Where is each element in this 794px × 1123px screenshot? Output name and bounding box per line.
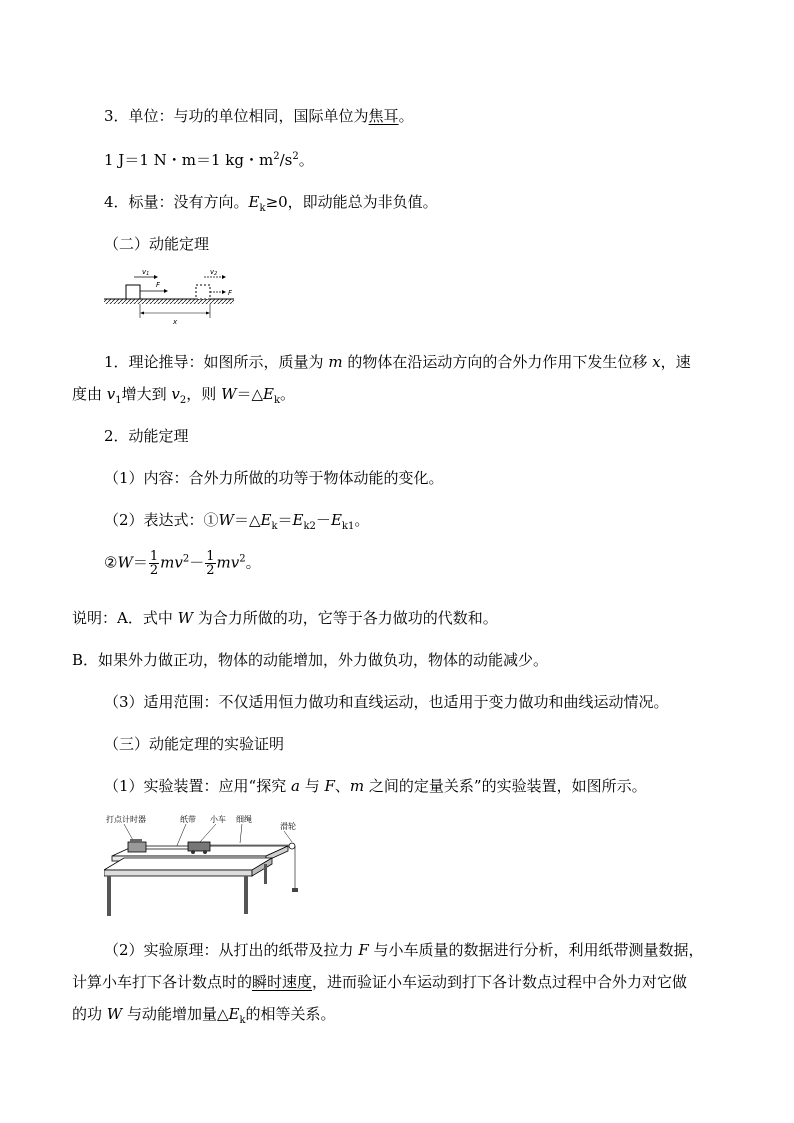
pulley-wheel [289, 843, 295, 849]
scalar-text: 4．标量：没有方向。 [104, 193, 249, 211]
var-x: x [652, 353, 661, 371]
principle-line-3 [72, 1004, 336, 1024]
F-label-start: F [156, 281, 161, 289]
text: ＝ [277, 511, 293, 529]
table-top [104, 858, 272, 870]
sub: k [271, 521, 278, 532]
text: 为合力所做的功，它等于各力做功的代数和。 [193, 609, 498, 627]
text: 、 [334, 777, 350, 795]
sub-k: k [259, 203, 266, 214]
text: ＝△ [236, 385, 264, 403]
text: 1．理论推导：如图所示，质量为 [104, 353, 329, 371]
label-rope: 细绳 [236, 815, 252, 824]
text: － [189, 553, 205, 572]
hanging-weight [292, 888, 298, 892]
eq-sup: 2 [292, 151, 299, 162]
F-arrowhead-end [222, 290, 226, 294]
derivation-line-2 [72, 384, 295, 404]
text: 增大到 [121, 385, 172, 403]
eq-text: /s [279, 151, 293, 169]
text: 度由 [72, 385, 107, 403]
formula-line [104, 550, 261, 577]
text: （1）实验装置：应用“探究 [104, 777, 291, 795]
cart-wheel [191, 850, 195, 854]
var-m: m [328, 353, 343, 371]
table-leg-right [244, 876, 248, 914]
var-W: W [106, 1005, 123, 1023]
var-mv: mv [216, 553, 240, 572]
expression-line [104, 510, 369, 530]
var-E: E [228, 1005, 240, 1023]
text: 的相等关系。 [245, 1005, 336, 1023]
text: ＝△ [233, 511, 261, 529]
var-F: F [358, 941, 369, 959]
label-pulley: 滑轮 [280, 822, 296, 831]
unit-text: 3．单位：与功的单位相同，国际单位为 [104, 107, 369, 125]
x-arrow-left [140, 312, 144, 315]
var-E: E [248, 193, 260, 211]
v1-label: v1 [142, 268, 150, 277]
text: 。 [354, 511, 370, 529]
text: （2）实验原理：从打出的纸带及拉力 [104, 941, 359, 959]
text: ，速 [660, 353, 691, 371]
text: 。 [245, 553, 261, 572]
fraction-half [205, 550, 215, 577]
denominator: 2 [206, 563, 215, 578]
text: 计算小车打下各计数点时的 [72, 973, 253, 991]
ground-hatch [104, 299, 234, 304]
table-edge [104, 870, 252, 876]
eq-text: 1 J＝1 N・m＝1 kg・m [104, 151, 274, 169]
leader-rope [240, 824, 242, 843]
scope-line: （3）适用范围：不仅适用恒力做功和直线运动，也适用于变力做功和曲线运动情况。 [104, 693, 669, 711]
note-b: B．如果外力做正功，物体的动能增加，外力做负功，物体的动能减少。 [72, 651, 549, 669]
principle-line-2 [72, 972, 687, 992]
theorem-heading: 2．动能定理 [104, 427, 189, 445]
block-end [196, 285, 210, 299]
text: ，则 [186, 385, 222, 403]
eq-end: 。 [298, 151, 314, 169]
var-m: m [349, 777, 365, 795]
var-W: W [117, 553, 133, 572]
content-line: （1）内容：合外力所做的功等于物体动能的变化。 [104, 469, 444, 487]
section-title-3: （三）动能定理的实验证明 [104, 735, 285, 753]
sup: 2 [239, 553, 246, 565]
var-E: E [263, 385, 274, 403]
apparatus-line [104, 776, 647, 796]
unit-end: 。 [398, 107, 414, 125]
var-E: E [330, 511, 342, 529]
text: （2）表达式：① [104, 511, 219, 529]
cart-body [188, 842, 210, 851]
leader-pulley [284, 831, 292, 842]
denominator: 2 [149, 563, 159, 578]
text: ，进而验证小车运动到打下各计数点过程中合外力对它做 [312, 973, 688, 991]
text: － [315, 511, 331, 529]
x-arrow-right [206, 312, 210, 315]
var-F: F [324, 777, 335, 795]
var-v: v [171, 385, 180, 403]
sub: k [239, 1015, 246, 1026]
F-label-end: F [228, 289, 233, 297]
var-a: a [290, 777, 300, 795]
unit-line [104, 106, 414, 126]
apparatus-diagram [104, 812, 314, 916]
F-arrowhead-start [164, 289, 168, 293]
v1-arrowhead [154, 275, 158, 279]
table-leg-left [107, 876, 111, 916]
timer-top [130, 839, 142, 843]
var-E: E [292, 511, 304, 529]
label-cart: 小车 [210, 815, 226, 824]
numerator: 1 [149, 549, 159, 564]
text: ＝ [132, 553, 148, 572]
motion-diagram [104, 266, 244, 328]
instant-velocity-underlined: 瞬时速度 [252, 973, 313, 991]
text: 之间的定量关系”的实验装置，如图所示。 [364, 777, 647, 795]
table-leg-back [264, 864, 267, 884]
sub: 2 [179, 395, 187, 406]
fraction-half [149, 550, 159, 577]
joule-underlined: 焦耳 [368, 107, 399, 125]
scalar-line [104, 192, 438, 212]
var-W: W [221, 385, 237, 403]
var-mv: mv [160, 553, 183, 572]
sub: 1 [115, 395, 122, 406]
text: 。 [280, 385, 296, 403]
text: ② [104, 553, 118, 572]
var-v: v [106, 385, 116, 403]
var-E: E [260, 511, 272, 529]
text: 与 [299, 777, 325, 795]
block-start [126, 285, 140, 299]
label-tape: 纸带 [180, 815, 196, 824]
v2-label: v2 [210, 268, 218, 277]
var-W: W [218, 511, 234, 529]
text: 的功 [72, 1005, 107, 1023]
sup: 2 [182, 553, 190, 565]
numerator: 1 [206, 549, 215, 564]
x-label: x [173, 318, 178, 326]
joule-equation [104, 150, 314, 170]
sub: k1 [341, 521, 355, 532]
label-timer: 打点计时器 [106, 815, 146, 824]
leader-tape [176, 824, 186, 848]
sub: k2 [303, 521, 316, 532]
scalar-text: ≥0，即动能总为非负值。 [265, 193, 438, 211]
eq-sup: 2 [273, 151, 280, 162]
sub: k [273, 395, 281, 406]
derivation-line-1 [104, 352, 691, 372]
text: 与动能增加量△ [122, 1005, 229, 1023]
var-W: W [177, 609, 194, 627]
section-title-2: （二）动能定理 [104, 235, 210, 253]
note-a [72, 608, 498, 628]
text: 说明：A．式中 [72, 609, 178, 627]
leader-cart [200, 824, 216, 842]
text: 与小车质量的数据进行分析，利用纸带测量数据， [368, 941, 704, 959]
cart-wheel [203, 850, 207, 854]
text: 的物体在沿运动方向的合外力作用下发生位移 [342, 353, 653, 371]
timer-body [128, 842, 146, 852]
v2-arrowhead [222, 275, 226, 279]
principle-line-1 [104, 940, 704, 960]
